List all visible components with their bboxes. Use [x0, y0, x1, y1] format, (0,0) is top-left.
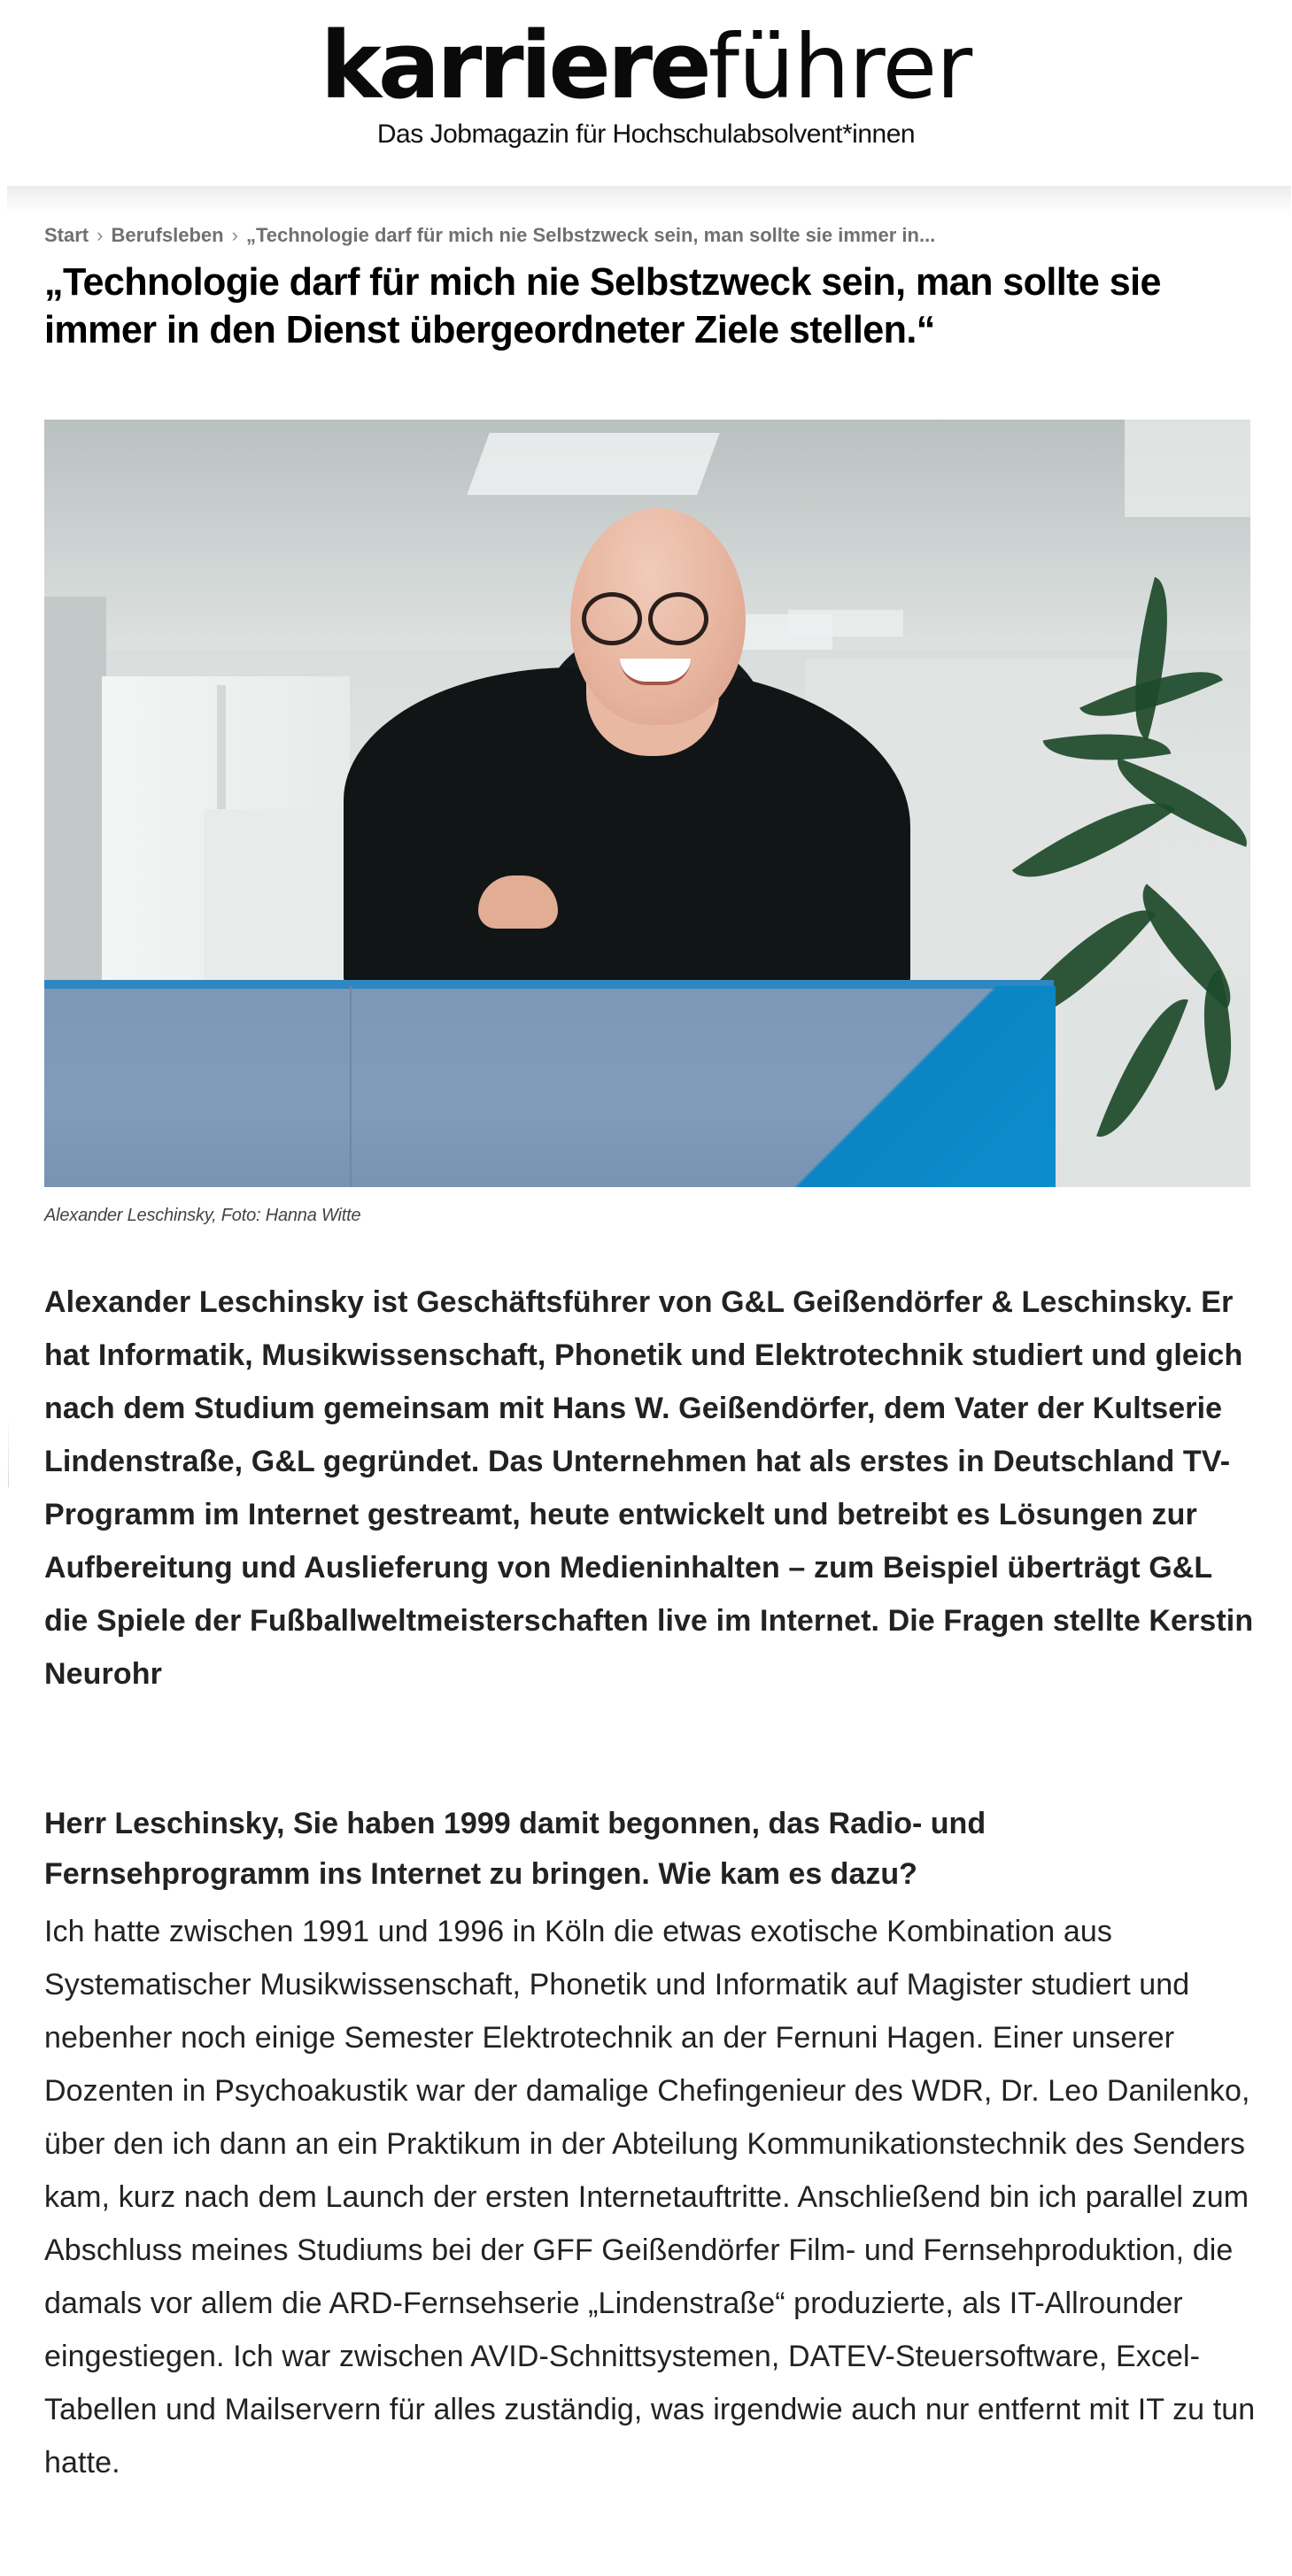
- photo-person-glasses: [648, 592, 708, 645]
- photo-plant-leaf: [1043, 719, 1172, 775]
- logo-wordmark-light: führer: [708, 15, 972, 119]
- photo-sofa-seam: [350, 986, 352, 1187]
- photo-person-glasses: [582, 592, 642, 645]
- article-intro: Alexander Leschinsky ist Geschäftsführer von G&L Geißendörfer & Leschinsky. Er hat Informatik, Musikwissenschaft, Phonetik und Elektrotechnik studiert und gleich nach dem Studium gemeinsam mit Hans W. Geißendörfer, dem Vater der Kultserie Lindenstraße, G&L gegründet. Das Unternehmen hat als erstes in Deutschland TV-Programm im Internet gestreamt, heute entwickelt und betreibt es Lösungen zur Aufbereitung und Auslieferung von Medieninhalten – zum Beispiel überträgt G&L die Spiele der Fußballweltmeisterschaften live im Internet. Die Fragen stellte Kerstin Neurohr: [44, 1285, 1254, 1691]
- photo-plant-leaf: [1186, 970, 1249, 1091]
- photo-ceiling-light: [788, 610, 903, 636]
- breadcrumb-separator-icon: ›: [97, 224, 104, 246]
- interview-question: Herr Leschinsky, Sie haben 1999 damit begonnen, das Radio- und Fernsehprogramm ins Internet zu bringen. Wie kam es dazu?: [44, 1807, 986, 1891]
- photo-plant-leaf: [1118, 883, 1250, 1008]
- photo-plant-leaf: [1113, 577, 1188, 740]
- photo-ceiling-light: [467, 433, 719, 495]
- breadcrumb-current-page: „Technologie darf für mich nie Selbstzweck sein, man sollte sie immer in...: [245, 224, 936, 246]
- breadcrumb-berufsleben-link[interactable]: Berufsleben: [111, 224, 224, 246]
- breadcrumb-start-link[interactable]: Start: [44, 224, 89, 246]
- logo-wordmark-bold: karriere: [320, 12, 708, 120]
- photo-caption: Alexander Leschinsky, Foto: Hanna Witte: [44, 1206, 361, 1225]
- photo-ceiling-light: [1125, 420, 1250, 517]
- site-header: [0, 0, 1292, 186]
- breadcrumb-separator-icon: ›: [231, 224, 238, 246]
- interview-answer: Ich hatte zwischen 1991 und 1996 in Köln die etwas exotische Kombination aus Systematischer Musikwissenschaft, Phonetik und Informatik auf Magister studiert und nebenher noch einige Semester Elektrotechnik an der Fernuni Hagen. Einer unserer Dozenten in Psychoakustik war der damalige Chefingenieur des WDR, Dr. Leo Danilenko, über den ich dann an ein Praktikum in der Abteilung Kommunikationstechnik des Senders kam, kurz nach dem Launch der ersten Internetauftritte. Anschließend bin ich parallel zum Abschluss meines Studiums bei der GFF Geißendörfer Film- und Fernsehproduktion, die damals vor allem die ARD-Fernsehserie „Lindenstraße“ produzierte, als IT-Allrounder eingestiegen. Ich war zwischen AVID-Schnittsystemen, DATEV-Steuersoftware, Excel-Tabellen und Mailservern für alles zuständig, was irgendwie auch nur entfernt mit IT zu tun hatte.: [44, 1915, 1256, 2480]
- breadcrumb: [44, 221, 935, 250]
- photo-plant-leaf: [1096, 986, 1188, 1150]
- site-logo[interactable]: [0, 12, 1292, 120]
- header-shadow-divider: [7, 186, 1291, 214]
- article-title: „Technologie darf für mich nie Selbstzweck sein, man sollte sie immer in den Dienst übergeordneter Ziele stellen.“: [44, 260, 1161, 351]
- edge-line-divider: [8, 1415, 9, 1487]
- site-tagline: Das Jobmagazin für Hochschulabsolvent*innen: [376, 120, 916, 149]
- article-photo: [44, 420, 1250, 1187]
- photo-sofa-side: [779, 986, 1056, 1187]
